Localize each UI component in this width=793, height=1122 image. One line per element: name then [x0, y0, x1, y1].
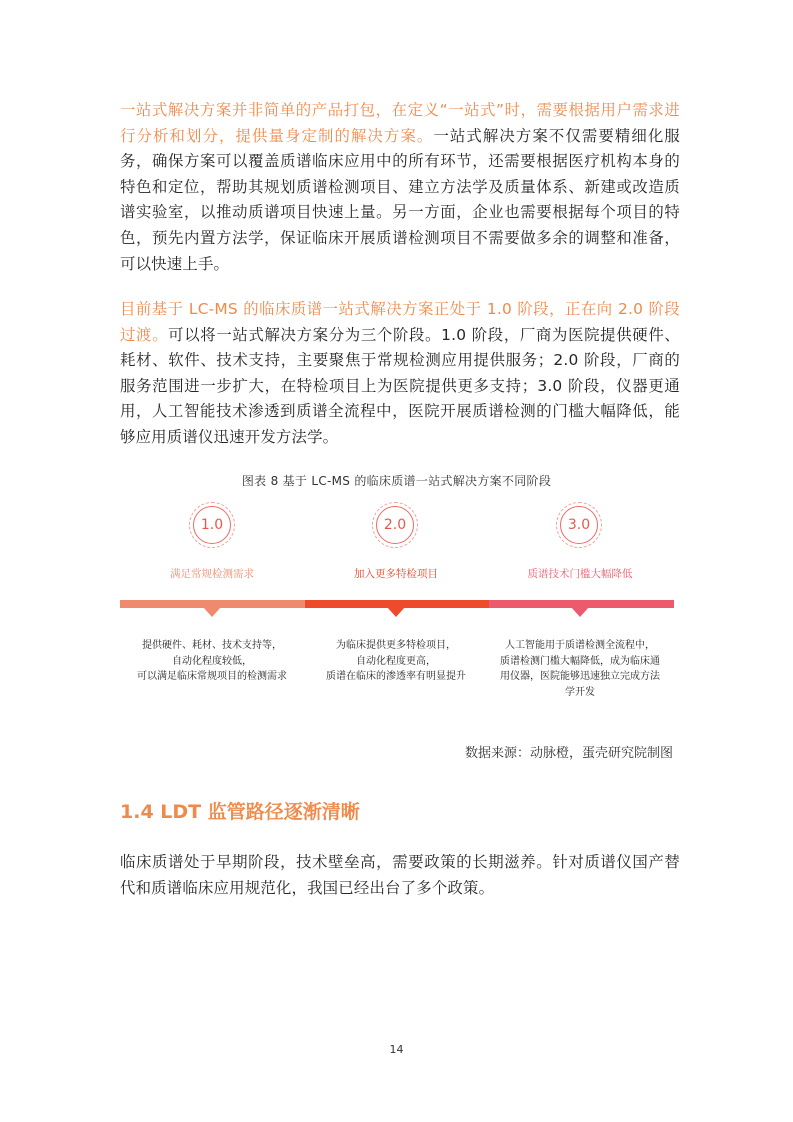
- stage-2-desc-line: 质谱在临床的渗透率有明显提升: [326, 671, 466, 682]
- stage-3-desc-line: 质谱检测门槛大幅降低，成为临床通: [500, 655, 660, 667]
- stage-1-desc-line: 提供硬件、耗材、技术支持等，: [142, 640, 282, 651]
- paragraph-1: [120, 98, 680, 277]
- section-heading: 1.4 LDT 监管路径逐渐清晰: [120, 801, 360, 823]
- stage-1-notch: [203, 607, 221, 617]
- stage-2-title: 加入更多特检项目: [354, 568, 438, 580]
- figure-caption: 图表 8 基于 LC-MS 的临床质谱一站式解决方案不同阶段: [241, 474, 552, 488]
- stage-3-notch: [571, 607, 589, 617]
- paragraph-1-text: 一站式解决方案不仅需要精细化服务，确保方案可以覆盖质谱临床应用中的所有环节，还需要根据医疗机构本身的特色和定位，帮助其规划质谱检测项目、建立方法学及质量体系、新建或改造质谱实验室，以推动质谱项目快速上量。另一方面，企业也需要根据每个项目的特色，预先内置方法学，保证临床开展质谱检测项目不需要做多余的调整和准备，可以快速上手。: [120, 126, 680, 273]
- stage-1-title: 满足常规检测需求: [170, 568, 254, 580]
- page-number: 14: [389, 1043, 404, 1056]
- stage-3-desc-line: 用仪器，医院能够迅速独立完成方法: [500, 671, 660, 682]
- stage-2-desc-line: 自动化程度更高，: [356, 655, 436, 667]
- stage-2-circle: 2.0: [376, 506, 414, 544]
- stage-3-circle: 3.0: [560, 506, 598, 544]
- stage-3-desc-line: 学开发: [565, 686, 595, 698]
- stage-2-desc-line: 为临床提供更多特检项目，: [336, 640, 456, 651]
- figure-source: 数据来源：动脉橙，蛋壳研究院制图: [464, 746, 673, 761]
- stage-1-circle: 1.0: [193, 506, 231, 544]
- stage-3-title: 质谱技术门槛大幅降低: [527, 568, 633, 580]
- stage-1-desc-line: 自动化程度较低，: [172, 655, 252, 667]
- stage-3-desc-line: 人工智能用于质谱检测全流程中，: [505, 640, 655, 651]
- stage-3-description: [488, 638, 672, 700]
- paragraph-2: [120, 297, 680, 451]
- paragraph-1-highlight: 一站式解决方案并非简单的产品打包，在定义“一站式”时，需要根据用户需求进行分析和划分，提供量身定制的解决方案。: [120, 101, 680, 145]
- paragraph-2-text: 可以将一站式解决方案分为三个阶段。1.0 阶段，厂商为医院提供硬件、耗材、软件、技术支持，主要聚焦于常规检测应用提供服务；2.0 阶段，厂商的服务范围进一步扩大，在特检项目上为医院提供更多支持；3.0 阶段，仪器更通用，人工智能技术渗透到质谱全流程中，医院开展质谱检测的门槛大幅降低，能够应用质谱仪迅速开发方法学。: [120, 325, 680, 446]
- paragraph-2-highlight: 目前基于 LC-MS 的临床质谱一站式解决方案正处于 1.0 阶段，正在向 2.0 阶段过渡。: [120, 300, 680, 344]
- stage-1-description: [120, 638, 304, 685]
- stage-1-desc-line: 可以满足临床常规项目的检测需求: [137, 671, 287, 682]
- section-paragraph: 临床质谱处于早期阶段，技术壁垒高，需要政策的长期滋养。针对质谱仪国产替代和质谱临床应用规范化，我国已经出台了多个政策。: [120, 853, 680, 897]
- stage-2-description: [304, 638, 488, 685]
- stage-2-notch: [387, 607, 405, 617]
